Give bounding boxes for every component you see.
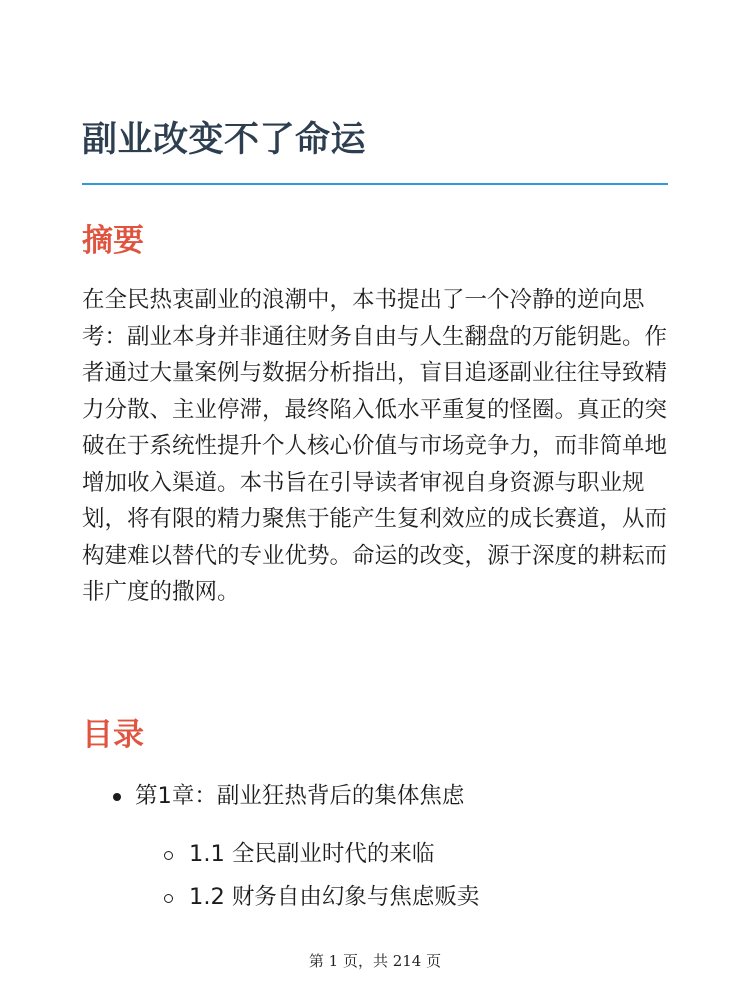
bullet-circle-icon — [164, 894, 173, 903]
toc-heading: 目录 — [82, 717, 144, 753]
toc-section-1-2: 1.2 财务自由幻象与焦虑贩卖 — [189, 884, 480, 910]
bullet-disc-icon — [113, 793, 121, 801]
document-title: 副业改变不了命运 — [82, 120, 367, 160]
abstract-heading: 摘要 — [82, 223, 144, 259]
bullet-circle-icon — [164, 851, 173, 860]
page-footer: 第 1 页，共 214 页 — [308, 952, 442, 970]
toc-section-1-1: 1.1 全民副业时代的来临 — [189, 841, 435, 867]
toc-chapter-1: 第1章：副业狂热背后的集体焦虑 — [135, 783, 465, 809]
abstract-paragraph: 在全民热衷副业的浪潮中，本书提出了一个冷静的逆向思考：副业本身并非通往财务自由与人生翻盘的万能钥匙。作者通过大量案例与数据分析指出，盲目追逐副业往往导致精力分散、主业停滞，最终陷入低水平重复的怪圈。真正的突破在于系统性提升个人核心价值与市场竞争力，而非简单地增加收入渠道。本书旨在引导读者审视自身资源与职业规划，将有限的精力聚焦于能产生复利效应的成长赛道，从而构建难以替代的专业优势。命运的改变，源于深度的耕耘而非广度的撒网。 — [82, 287, 668, 605]
